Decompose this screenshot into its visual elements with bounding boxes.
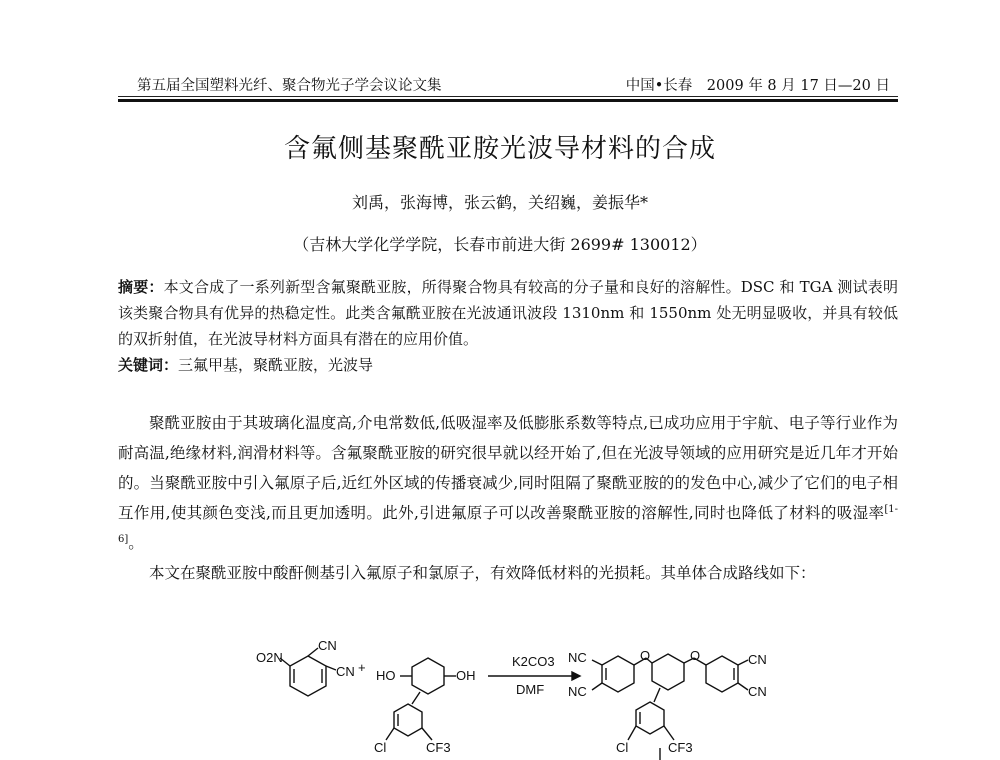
label-o-2: O: [690, 648, 701, 663]
abstract-label: 摘要：: [118, 278, 164, 296]
header-rule-thick: [118, 99, 898, 102]
keywords-line: [118, 352, 898, 378]
label-reagent: K2CO3: [512, 654, 555, 669]
benzene-ring-2: [412, 658, 444, 694]
para1-end: 。: [128, 534, 144, 552]
product-ring-left: [602, 656, 634, 692]
body-paragraph-1: [118, 408, 898, 558]
label-cn-1: CN: [318, 638, 337, 653]
benzene-ring-1: [290, 656, 326, 696]
label-oh: OH: [456, 668, 476, 683]
label-cl-1: Cl: [374, 740, 387, 755]
label-cn-2: CN: [336, 664, 355, 679]
affiliation: （吉林大学化学学院，长春市前进大街 2699# 130012）: [293, 235, 707, 254]
abstract-section: [118, 274, 898, 378]
para1-text: 聚酰亚胺由于其玻璃化温度高,介电常数低,低吸湿率及低膨胀系数等特点,已成功应用于宇航、电子等行业作为耐高温,绝缘材料,润滑材料等。含氟聚酰亚胺的研究很早就以经开始了,但在光波导领域的应用研究是近几年才开始的。当聚酰亚胺中引入氟原子后,近红外区域的传播衰减少,同时阻隔了聚酰亚胺的的发色中心,减少了它们的电子相互作用,使其颜色变浅,而且更加透明。此外,引进氟原子可以改善聚酰亚胺的溶解性,同时也降低了材料的吸湿率: [118, 414, 898, 522]
body-text: [118, 408, 898, 588]
running-header-left: 第五届全国塑料光纤、聚合物光子学会议论文集: [137, 78, 442, 94]
paper-title: 含氟侧基聚酰亚胺光波导材料的合成: [283, 134, 716, 164]
label-o-1: O: [640, 648, 651, 663]
label-nc-1: NC: [568, 650, 587, 665]
author-list: 刘禹，张海博，张云鹤，关绍巍，姜振华*: [351, 193, 648, 212]
label-nc-2: NC: [568, 684, 587, 699]
product-ring-right: [706, 656, 738, 692]
running-header-right: 中国•长春 2009 年 8 月 17 日—20 日: [625, 78, 890, 94]
abstract-text: 本文合成了一系列新型含氟聚酰亚胺，所得聚合物具有较高的分子量和良好的溶解性。DSC 和 TGA 测试表明该类聚合物具有优异的热稳定性。此类含氟酰亚胺在光波通讯波段 1310nm 和 1550nm 处无明显吸收，并具有较低的双折射值，在光波导材料方面具有潜在的应用价值。: [118, 278, 898, 348]
abstract-paragraph: [118, 274, 898, 352]
keywords-label: 关键词：: [118, 356, 179, 374]
body-paragraph-2: 本文在聚酰亚胺中酸酐侧基引入氟原子和氯原子，有效降低材料的光损耗。其单体合成路线如下：: [149, 564, 816, 582]
citation-ref: [1-6]: [118, 503, 898, 545]
label-solvent: DMF: [516, 682, 545, 697]
label-cn-4: CN: [748, 684, 767, 699]
label-plus: +: [358, 660, 366, 675]
label-cf3-2: CF3: [668, 740, 693, 755]
label-cf3-1: CF3: [426, 740, 451, 755]
header-rule-thin: [118, 96, 898, 97]
label-ho: HO: [376, 668, 396, 683]
synthesis-scheme: [250, 636, 810, 760]
label-cl-2: Cl: [616, 740, 629, 755]
label-o2n: O2N: [256, 650, 283, 665]
product-ring-center: [652, 654, 684, 690]
keywords-text: 三氟甲基，聚酰亚胺，光波导: [178, 356, 374, 374]
label-cn-3: CN: [748, 652, 767, 667]
